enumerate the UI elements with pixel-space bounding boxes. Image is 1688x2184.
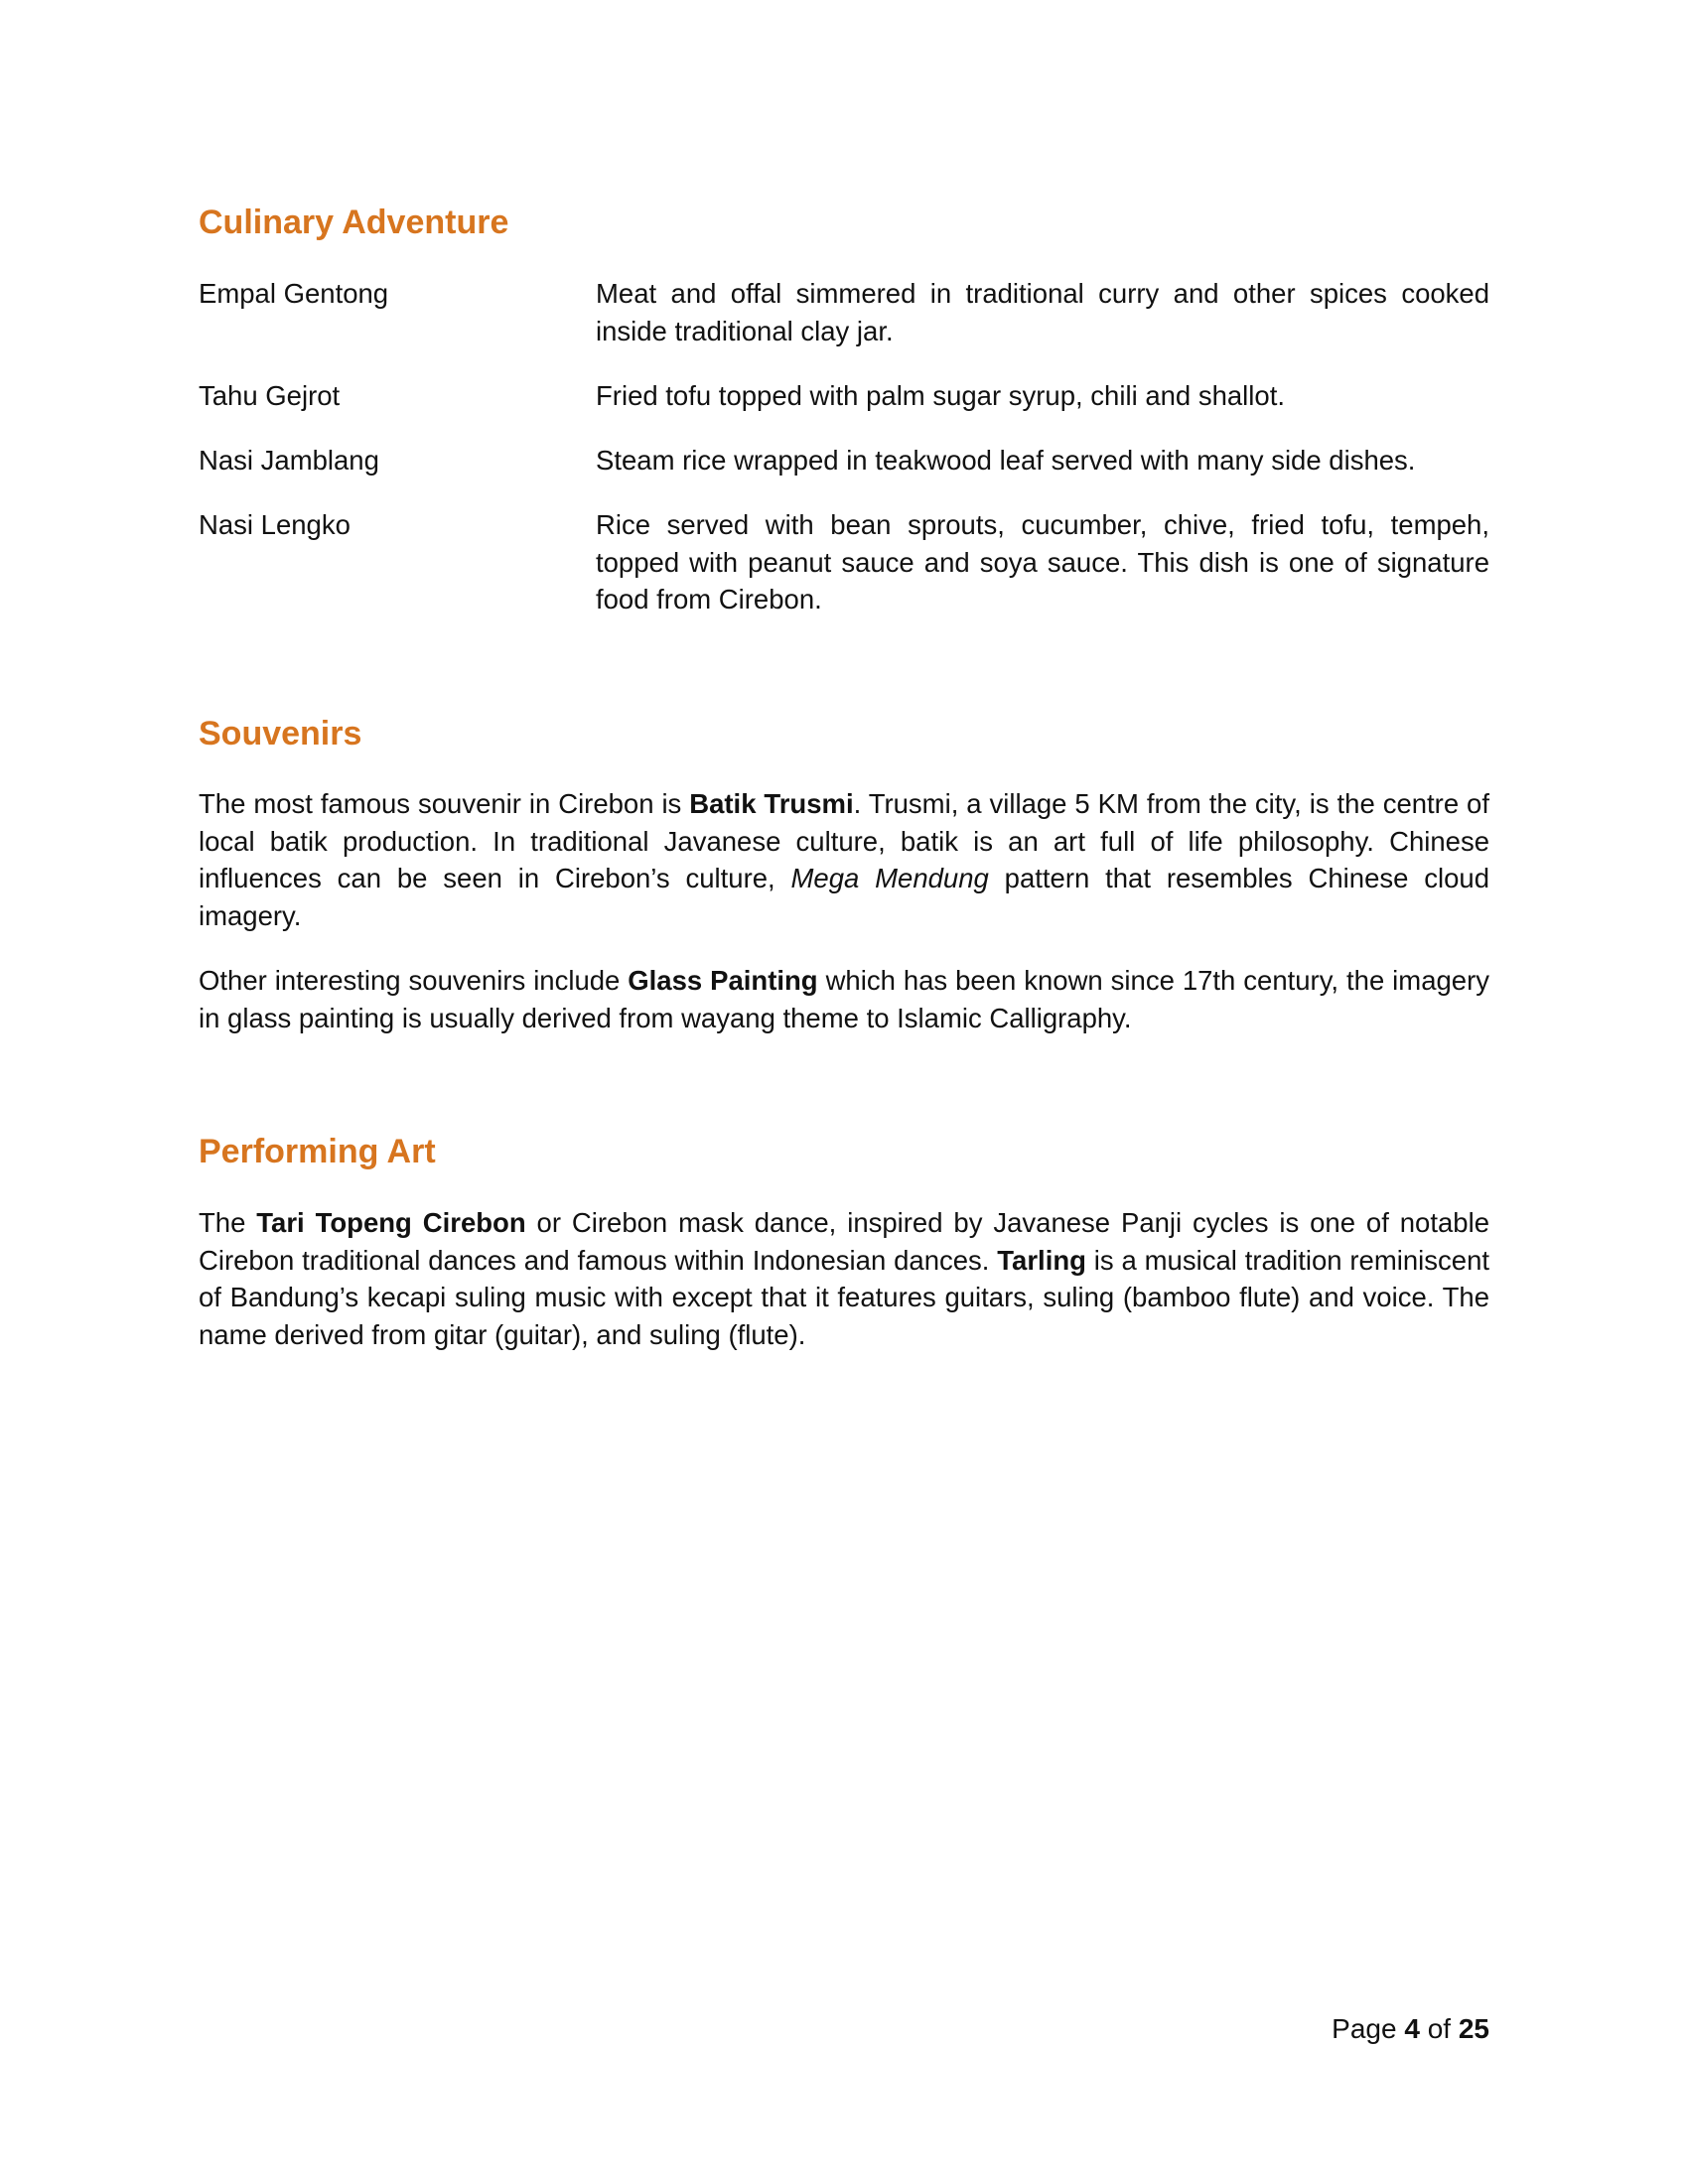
food-name: Tahu Gejrot <box>199 380 341 411</box>
emphasis-mega-mendung: Mega Mendung <box>790 863 989 893</box>
page-label: Page <box>1332 2013 1405 2044</box>
of-label: of <box>1419 2013 1459 2044</box>
food-name: Empal Gentong <box>199 278 389 309</box>
highlight-tari-topeng: Tari Topeng Cirebon <box>256 1207 526 1238</box>
document-page <box>199 0 1489 2184</box>
total-pages: 25 <box>1458 2013 1489 2044</box>
text-run: Other interesting souvenirs include <box>199 965 629 996</box>
text-run: or Cirebon mask dance, inspired by Javanese Panji cycles is one of notable Cirebon traditional dances and famous within Indonesian dances. <box>199 1207 1489 1276</box>
food-description: Meat and offal simmered in traditional curry and other spices cooked inside traditional clay jar. <box>596 278 1489 346</box>
performing-art-heading: Performing Art <box>199 1133 436 1170</box>
food-name: Nasi Lengko <box>199 509 351 540</box>
performing-art-paragraph <box>199 1204 1489 1353</box>
text-run: . Trusmi, a village 5 KM from the city, is the centre of local batik production. In traditional Javanese culture, batik is an art full of life philosophy. Chinese influences can be seen in Cirebon’s culture, <box>199 788 1489 893</box>
text-run: The <box>199 1207 257 1238</box>
souvenirs-paragraph-1 <box>199 785 1489 934</box>
text-run: The most famous souvenir in Cirebon is <box>199 788 690 819</box>
food-description: Rice served with bean sprouts, cucumber, chive, fried tofu, tempeh, topped with peanut sauce and soya sauce. This dish is one of signature food from Cirebon. <box>596 509 1489 614</box>
text-run: which has been known since 17th century, the imagery in glass painting is usually derived from wayang theme to Islamic Calligraphy. <box>199 965 1489 1033</box>
souvenirs-heading: Souvenirs <box>199 715 362 752</box>
highlight-batik-trusmi: Batik Trusmi <box>689 788 854 819</box>
text-run: is a musical tradition reminiscent of Bandung’s kecapi suling music with except that it features guitars, suling (bamboo flute) and voice. The name derived from gitar (guitar), and suling (flute). <box>199 1244 1490 1350</box>
culinary-heading: Culinary Adventure <box>199 204 509 241</box>
food-description: Fried tofu topped with palm sugar syrup, chili and shallot. <box>596 380 1285 411</box>
food-description: Steam rice wrapped in teakwood leaf served with many side dishes. <box>596 445 1416 476</box>
highlight-tarling: Tarling <box>997 1244 1086 1276</box>
current-page: 4 <box>1404 2013 1420 2044</box>
souvenirs-paragraph-2 <box>199 962 1489 1036</box>
highlight-glass-painting: Glass Painting <box>628 965 818 996</box>
text-run: pattern that resembles Chinese cloud imagery. <box>199 863 1489 931</box>
food-name: Nasi Jamblang <box>199 445 379 476</box>
page-number <box>1332 2011 1489 2047</box>
